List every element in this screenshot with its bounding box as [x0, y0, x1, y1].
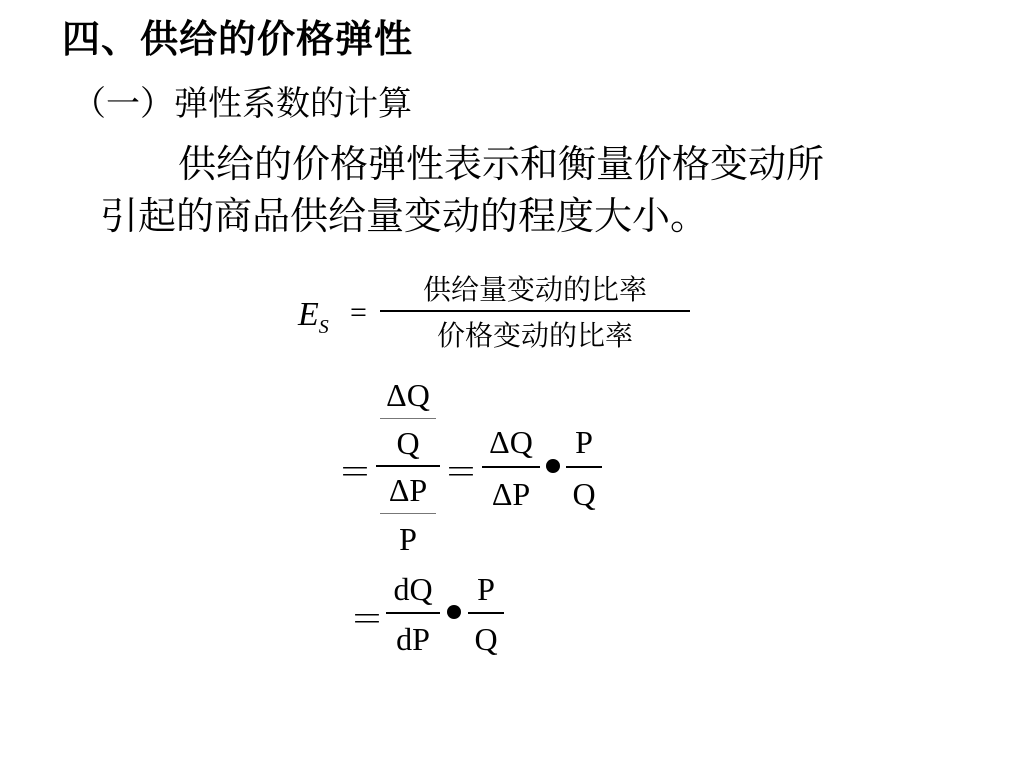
section-heading: 四、供给的价格弹性 — [62, 16, 414, 61]
ratio-numerator: 供给量变动的比率 — [422, 273, 647, 306]
equals-sign-3: ＝ — [444, 455, 478, 492]
p-numerator: P — [575, 424, 593, 460]
delta-q: ΔQ — [489, 424, 533, 460]
delta-p-bottom: ΔP — [388, 472, 428, 508]
compound-fraction — [376, 372, 440, 560]
definition-paragraph — [100, 138, 960, 242]
multiply-dot-2 — [447, 605, 461, 619]
equals-sign-1: = — [350, 296, 367, 329]
delta-p: ΔP — [491, 476, 531, 512]
delta-q-top: ΔQ — [386, 377, 430, 413]
equals-sign-2: ＝ — [338, 455, 372, 492]
p-over-q-fraction — [566, 418, 602, 516]
q-denominator: Q — [572, 476, 596, 512]
p-numerator-2: P — [477, 571, 495, 607]
subsection-heading: （一）弹性系数的计算 — [72, 84, 412, 124]
p-bottom: P — [399, 521, 417, 557]
multiply-dot — [546, 459, 560, 473]
definition-line-2: 引起的商品供给量变动的程度大小。 — [100, 194, 709, 238]
ratio-fraction — [380, 270, 690, 356]
elasticity-symbol: $E_S$ — [298, 296, 329, 338]
ratio-denominator: 价格变动的比率 — [436, 319, 633, 352]
p-over-q-fraction-2 — [468, 566, 504, 660]
q-denominator-2: Q — [474, 621, 498, 657]
equals-sign-4: ＝ — [350, 602, 384, 639]
dp: dP — [396, 621, 430, 657]
q-top: Q — [396, 425, 420, 461]
elasticity-subscript: S — [318, 315, 329, 338]
derivative-fraction — [386, 566, 440, 660]
delta-ratio-fraction — [482, 418, 540, 516]
dq: dQ — [393, 571, 433, 607]
definition-line-1: 供给的价格弹性表示和衡量价格变动所 — [178, 142, 825, 186]
